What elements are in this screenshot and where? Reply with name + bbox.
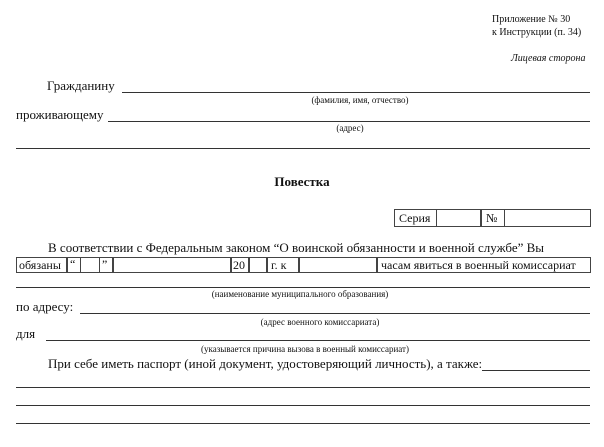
appendix-line-2: к Инструкции (п. 34) <box>492 27 582 38</box>
year-prefix: 20 <box>233 258 245 272</box>
municipality-line[interactable] <box>16 287 590 288</box>
commissariat-address-label: по адресу: <box>16 299 74 314</box>
body-sentence-line1: В соответствии с Федеральным законом “О воинской обязанности и военной службе” Вы <box>48 240 545 255</box>
number-label: № <box>486 211 498 225</box>
month-field[interactable] <box>113 257 231 273</box>
appendix-line-1: Приложение № 30 <box>492 14 571 25</box>
commissariat-address-line[interactable] <box>80 313 590 314</box>
year-suffix: г. к <box>271 258 287 272</box>
hour-field[interactable] <box>299 257 377 273</box>
municipality-caption: (наименование муниципального образования) <box>211 289 389 299</box>
reason-line[interactable] <box>46 340 590 341</box>
citizen-name-caption: (фамилия, имя, отчество) <box>311 95 409 105</box>
address-line[interactable] <box>108 121 590 122</box>
blank-line-3[interactable] <box>16 423 590 424</box>
commissariat-caption: (адрес военного комиссариата) <box>260 317 380 327</box>
series-label: Серия <box>399 211 431 225</box>
year-suffix-box <box>267 257 299 273</box>
day-field[interactable] <box>80 257 100 273</box>
document-title: Повестка <box>274 174 330 189</box>
hours-text: часам явиться в военный комиссариат <box>381 258 576 272</box>
quote-open-box <box>67 257 81 273</box>
year-field[interactable] <box>249 257 267 273</box>
number-label-box <box>481 209 505 227</box>
citizen-label: Гражданину <box>47 78 115 93</box>
for-label: для <box>16 326 36 341</box>
quote-close-box <box>99 257 113 273</box>
quote-close: ” <box>102 257 108 271</box>
address-caption: (адрес) <box>336 123 364 133</box>
residing-label: проживающему <box>16 107 104 122</box>
obliged-label-box <box>16 257 67 273</box>
hours-text-box <box>377 257 591 273</box>
side-label: Лицевая сторона <box>511 53 586 64</box>
number-field[interactable] <box>504 209 591 227</box>
obliged-label: обязаны <box>19 258 61 272</box>
year-prefix-box <box>231 257 249 273</box>
address-line-2[interactable] <box>16 148 590 149</box>
citizen-name-line[interactable] <box>122 92 590 93</box>
series-field[interactable] <box>436 209 481 227</box>
series-label-box <box>394 209 437 227</box>
blank-line-1[interactable] <box>16 387 590 388</box>
bring-documents-text: При себе иметь паспорт (иной документ, удостоверяющий личность), а также: <box>48 356 483 371</box>
bring-extra-line[interactable] <box>482 370 590 371</box>
quote-open: “ <box>70 257 76 271</box>
reason-caption: (указывается причина вызова в военный комиссариат) <box>201 344 409 354</box>
blank-line-2[interactable] <box>16 405 590 406</box>
